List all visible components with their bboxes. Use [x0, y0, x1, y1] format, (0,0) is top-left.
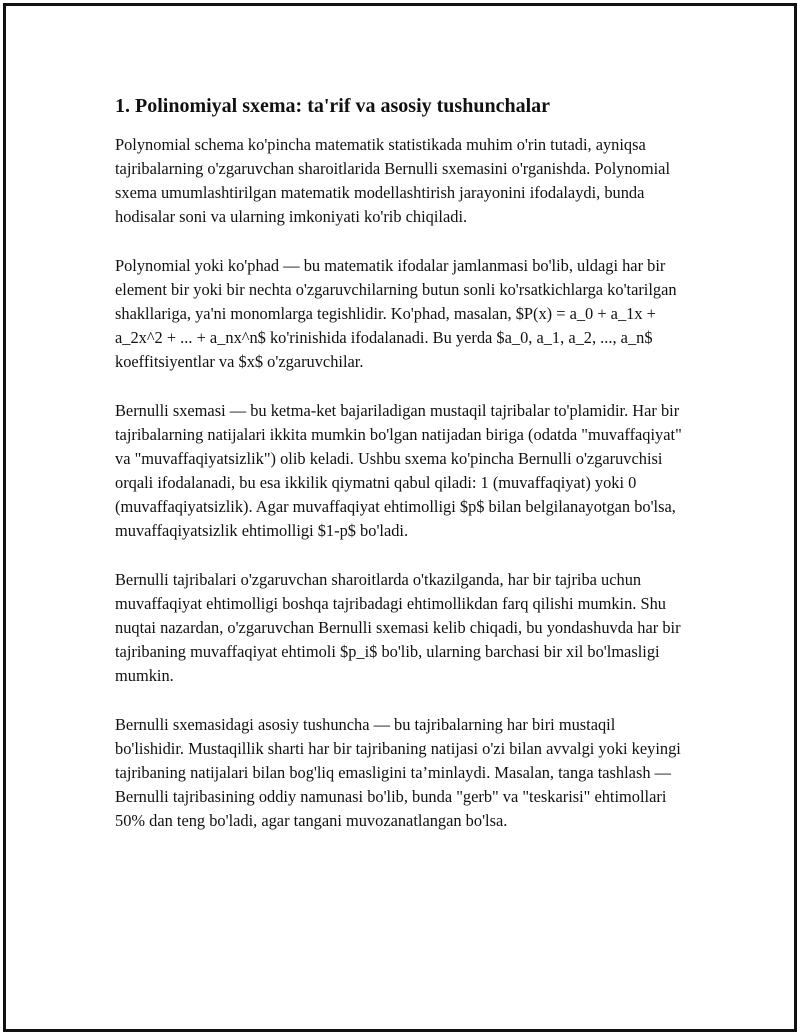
paragraph-bernoulli-scheme: Bernulli sxemasi — bu ketma-ket bajariladigan mustaqil tajribalar to'plamidir. Har bir tajribalarning natijalari ikkita mumkin bo'lgan natijadan biriga (odatda "muvaffaqiyat" va "muvaffaqiyatsizlik") olib keladi. Ushbu sxema ko'pincha Bernulli o'zgaruvchisi orqali ifodalanadi, bu esa ikkilik qiymatni qabul qiladi: 1 (muvaffaqiyat) yoki 0 (muvaffaqiyatsizlik). Agar muvaffaqiyat ehtimolligi $p$ bilan belgilanayotgan bo'lsa, muvaffaqiyatsizlik ehtimolligi $1-p$ bo'ladi.: [115, 401, 682, 540]
paragraph-variable-conditions: Bernulli tajribalari o'zgaruvchan sharoitlarda o'tkazilganda, har bir tajriba uchun muvaffaqiyat ehtimolligi boshqa tajribadagi ehtimollikdan farq qilishi mumkin. Shu nuqtai nazardan, o'zgaruvchan Bernulli sxemasi kelib chiqadi, bu yondashuvda har bir tajribaning muvaffaqiyat ehtimoli $p_i$ bo'lib, ularning barchasi bir xil bo'lmasligi mumkin.: [115, 570, 681, 685]
document-body: [115, 92, 685, 858]
paragraph-polynomial-definition: Polynomial yoki ko'phad — bu matematik ifodalar jamlanmasi bo'lib, uldagi har bir element bir yoki bir nechta o'zgaruvchilarning butun sonli ko'rsatkichlarga ko'tarilgan shakllariga, ya'ni monomlarga tegishlidir. Ko'phad, masalan, $P(x) = a_0 + a_1x + a_2x^2 + ... + a_nx^n$ ko'rinishida ifodalanadi. Bu yerda $a_0, a_1, a_2, ..., a_n$ koeffitsiyentlar va $x$ o'zgaruvchilar.: [115, 256, 677, 371]
section-heading: 1. Polinomiyal sxema: ta'rif va asosiy tushunchalar: [115, 95, 551, 117]
paragraph-polynomial-schema: Polynomial schema ko'pincha matematik statistikada muhim o'rin tutadi, ayniqsa tajribalarning o'zgaruvchan sharoitlarida Bernulli sxemasini o'rganishda. Polynomial sxema umumlashtirilgan matematik modellashtirish jarayonini ifodalaydi, bunda hodisalar soni va ularning imkoniyati ko'rib chiqiladi.: [115, 135, 671, 226]
paragraph-independence: Bernulli sxemasidagi asosiy tushuncha — bu tajribalarning har biri mustaqil bo'lishidir. Mustaqillik sharti har bir tajribaning natijasi o'zi bilan avvalgi yoki keyingi tajribaning natijalari bilan bog'liq emasligini ta’minlaydi. Masalan, tanga tashlash — Bernulli tajribasining oddiy namunasi bo'lib, bunda "gerb" va "teskarisi" ehtimollari 50% dan teng bo'ladi, agar tangani muvozanatlangan bo'lsa.: [115, 715, 681, 830]
